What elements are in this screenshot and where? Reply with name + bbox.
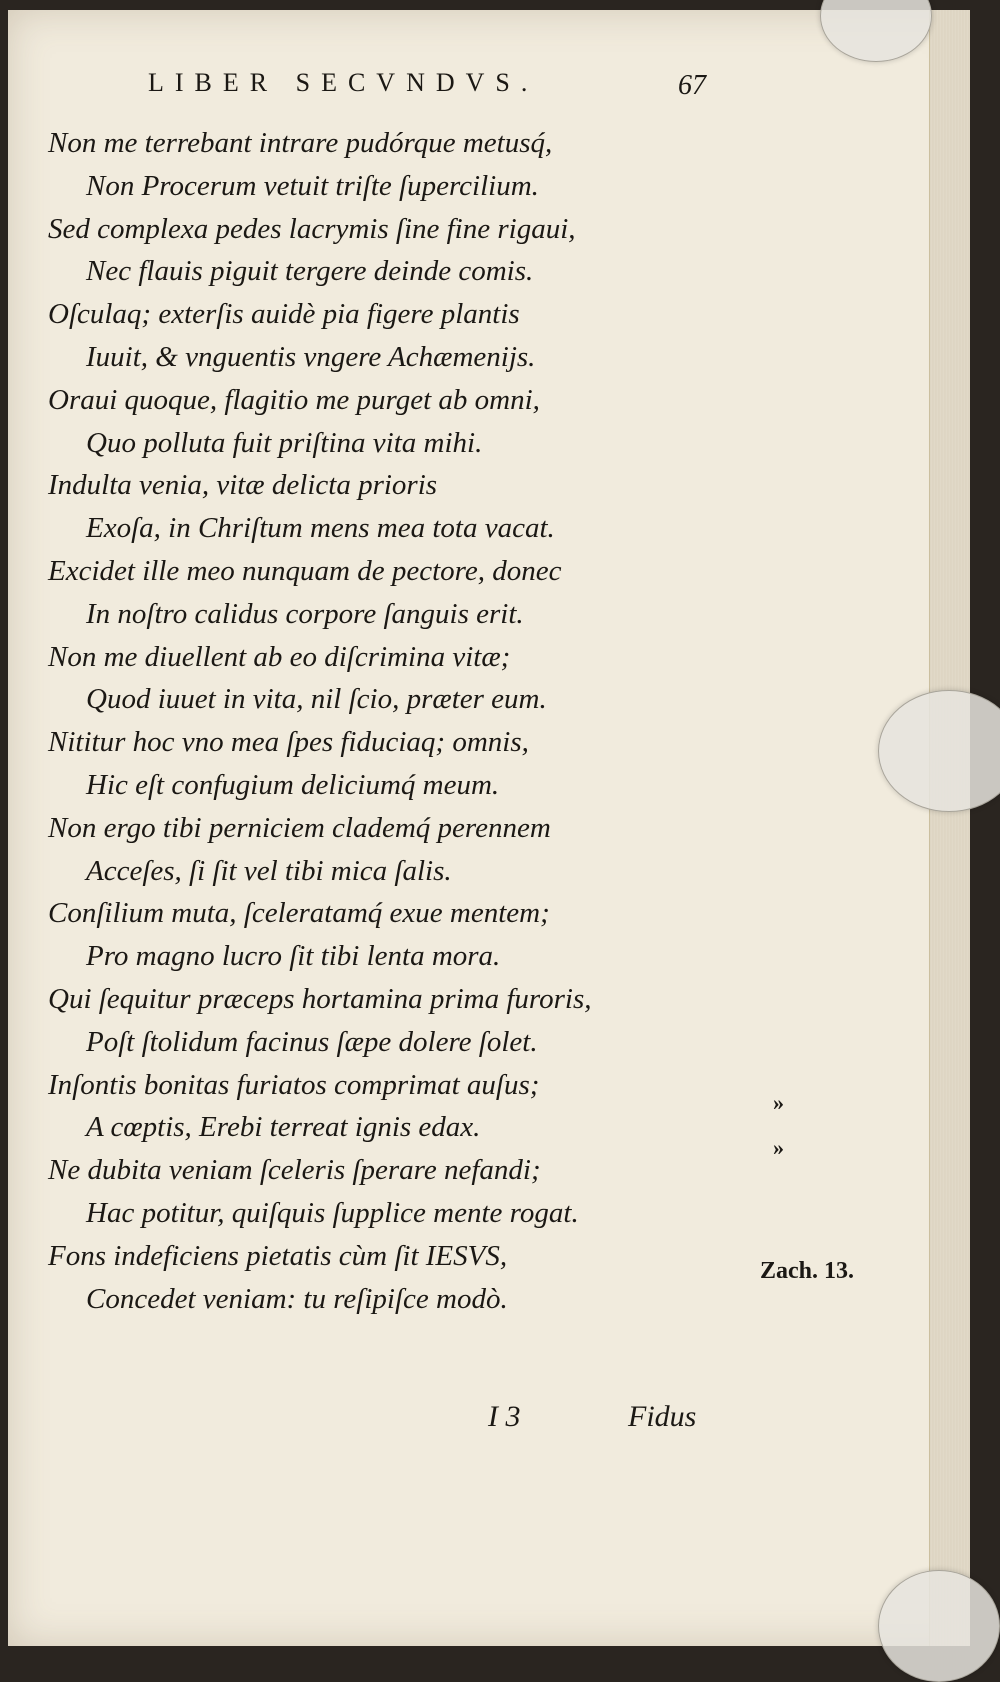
verse-line: Quod iuuet in vita, nil ſcio, præter eum.: [86, 683, 547, 716]
catchword: Fidus: [628, 1400, 697, 1433]
verse-line: Non me terrebant intrare pudórque metusq́,: [48, 127, 553, 159]
verse-line: Hic eſt confugium deliciumq́ meum.: [86, 768, 500, 801]
margin-quote-mark: »: [773, 1090, 784, 1115]
verse-line: Oſculaq; exterſis auidè pia figere plantis: [48, 298, 520, 331]
verse-line: Excidet ille meo nunquam de pectore, donec: [48, 554, 562, 587]
verse-line: Acceſes, ſi ſit vel tibi mica ſalis.: [86, 854, 452, 887]
verse-line: Ne dubita veniam ſceleris ſperare nefandi;: [48, 1154, 541, 1187]
clip-tab-bottom: [878, 1570, 1000, 1682]
verse-line: Quo polluta fuit priſtina vita mihi.: [86, 426, 483, 459]
verse-line: Iuuit, & vnguentis vngere Achæmenijs.: [86, 340, 536, 373]
verse-line: Poſt ſtolidum facinus ſæpe dolere ſolet.: [86, 1025, 538, 1058]
verse-line: Fons indeficiens pietatis cùm ſit IESVS,: [48, 1239, 508, 1272]
verse-line: Concedet veniam: tu reſipiſce modò.: [86, 1282, 508, 1315]
verse-line: Nec flauis piguit tergere deinde comis.: [86, 255, 534, 288]
verse-line: Hac potitur, quiſquis ſupplice mente rogat.: [86, 1196, 579, 1229]
clip-tab-middle: [878, 690, 1000, 812]
verse-line: Conſilium muta, ſceleratamq́ exue mentem;: [48, 897, 550, 930]
page-footer: [488, 1400, 748, 1440]
margin-reference: Zach. 13.: [760, 1258, 855, 1284]
verse-line: Nititur hoc vno mea ſpes fiduciaq; omnis,: [48, 726, 529, 759]
running-title: LIBER SECVNDVS.: [148, 68, 539, 97]
verse-text: [48, 122, 748, 1320]
verse-line: Non ergo tibi perniciem clademq́ perennem: [48, 811, 551, 844]
verse-line: Non Procerum vetuit triſte ſupercilium.: [86, 169, 539, 202]
verse-line: Exoſa, in Chriſtum mens mea tota vacat.: [86, 512, 555, 545]
verse-line: Sed complexa pedes lacrymis ſine fine rigaui,: [48, 212, 576, 245]
verse-line: Inſontis bonitas furiatos comprimat auſus;: [48, 1068, 540, 1101]
page-edges: [929, 10, 970, 1646]
margin-quote-mark: »: [773, 1135, 784, 1160]
verse-line: A cœptis, Erebi terreat ignis edax.: [86, 1111, 481, 1144]
page-number: 67: [678, 70, 706, 101]
book-page: [8, 10, 970, 1646]
verse-line: Oraui quoque, flagitio me purget ab omni,: [48, 383, 540, 416]
verse-line: Indulta venia, vitæ delicta prioris: [48, 469, 438, 502]
verse-line: Non me diuellent ab eo diſcrimina vitæ;: [48, 640, 511, 673]
verse-line: Qui ſequitur præceps hortamina prima furoris,: [48, 982, 592, 1015]
page-header: [148, 68, 768, 108]
signature-mark: I 3: [488, 1400, 521, 1433]
verse-line: In noſtro calidus corpore ſanguis erit.: [86, 597, 524, 630]
verse-line: Pro magno lucro ſit tibi lenta mora.: [86, 940, 501, 973]
clip-tab-top: [820, 0, 932, 62]
